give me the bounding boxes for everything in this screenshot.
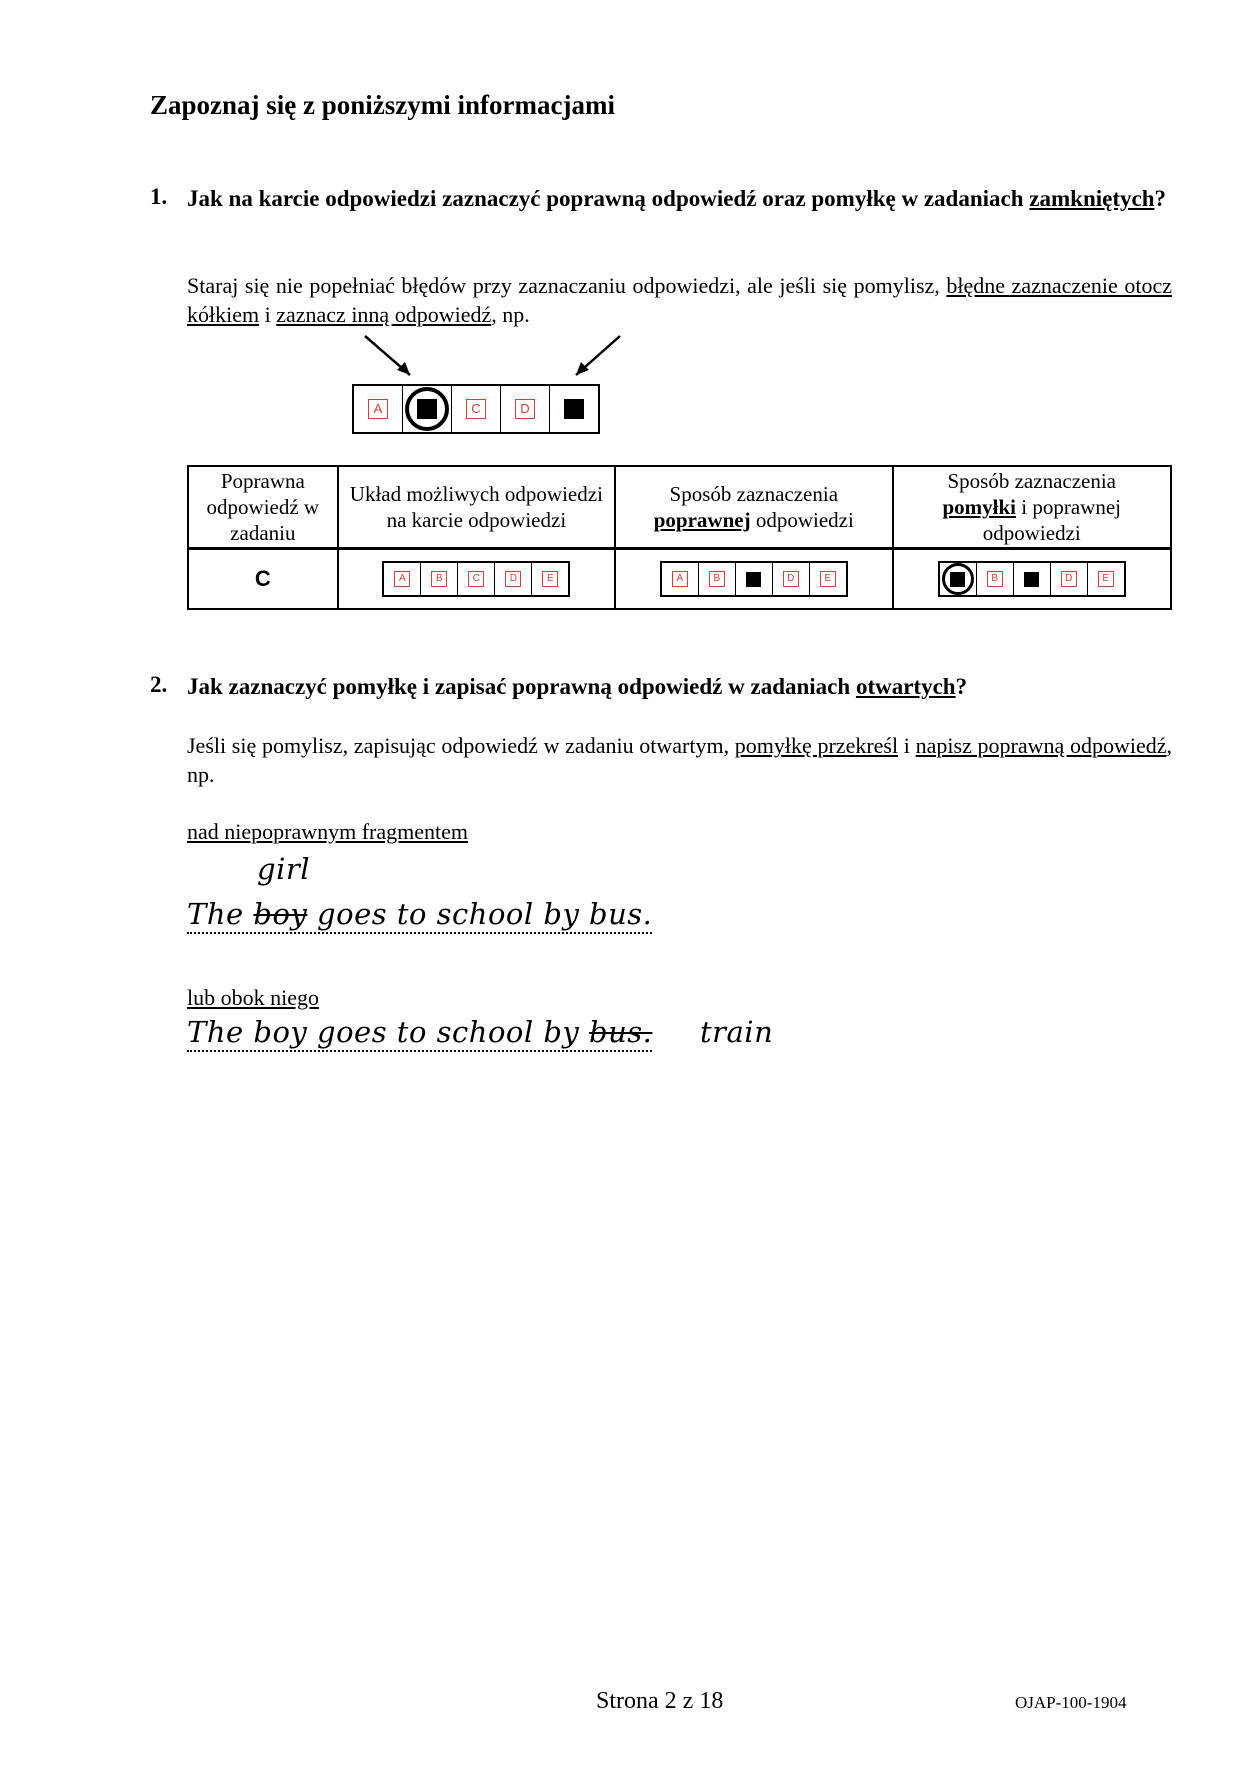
bubble-row-empty [382, 561, 570, 597]
marking-table [187, 465, 1172, 610]
header-mistake-marking: Sposób zaznaczenia pomyłki i poprawnej odpowiedzi [893, 466, 1171, 549]
example-cell-d [501, 386, 550, 432]
letter-b: B [987, 571, 1003, 587]
handwritten-sentence-2: The boy goes to school by bus. [187, 1015, 652, 1049]
answer-layout-cell [338, 549, 615, 610]
handwritten-sentence-1: The boy goes to school by bus. [187, 897, 652, 931]
question-1-text: Jak na karcie odpowiedzi zaznaczyć poprawną odpowiedź oraz pomyłkę w zadaniach zamkniętych? [187, 186, 1166, 211]
letter-c: C [468, 571, 484, 587]
header-correct-marking: Sposób zaznaczenia poprawnej odpowiedzi [615, 466, 892, 549]
handwritten-correction-above: girl [257, 852, 310, 886]
filled-mark [746, 572, 761, 587]
header-answer-layout: Układ możliwych odpowiedzi na karcie odpowiedzi [338, 466, 615, 549]
letter-d: D [783, 571, 799, 587]
letter-b: B [709, 571, 725, 587]
example-label-beside: lub obok niego [187, 985, 319, 1010]
question-2-text: Jak zaznaczyć pomyłkę i zapisać poprawną odpowiedź w zadaniach otwartych? [187, 674, 968, 699]
mistake-marking-cell [893, 549, 1171, 610]
bubble-row-correct [660, 561, 848, 597]
bubble-row-mistake [938, 561, 1126, 597]
page-number: Strona 2 z 18 [596, 1688, 724, 1714]
document-code: OJAP-100-1904 [1015, 1693, 1127, 1712]
letter-e: E [1098, 571, 1114, 587]
example-cell-c [452, 386, 501, 432]
filled-mark [1024, 572, 1039, 587]
example-cell-a [354, 386, 403, 432]
letter-d: D [505, 571, 521, 587]
letter-a: A [368, 399, 388, 419]
question-2-instruction: Jeśli się pomylisz, zapisując odpowiedź w zadaniu otwartym, pomyłkę przekreśl i napisz poprawną odpowiedź, np. [187, 733, 1172, 787]
correct-marking-cell [615, 549, 892, 610]
circle-mark-icon [942, 563, 974, 595]
letter-e: E [542, 571, 558, 587]
letter-d: D [515, 399, 535, 419]
example-cell-b-circled [403, 386, 452, 432]
letter-e: E [820, 571, 836, 587]
question-1-instruction: Staraj się nie popełniać błędów przy zaznaczaniu odpowiedzi, ale jeśli się pomylisz, błędne zaznaczenie otocz kółkiem i zaznacz inną odpowiedź, np. [187, 273, 1172, 327]
question-1-number: 1. [150, 184, 168, 209]
letter-c: C [466, 399, 486, 419]
example-answer-row [352, 384, 600, 434]
circle-mark-icon [405, 387, 449, 431]
handwritten-correction-beside: train [700, 1015, 774, 1049]
page-title: Zapoznaj się z poniższymi informacjami [150, 90, 615, 120]
filled-mark [564, 399, 584, 419]
letter-b: B [431, 571, 447, 587]
example-cell-e-filled [550, 386, 598, 432]
letter-d: D [1061, 571, 1077, 587]
letter-a: A [672, 571, 688, 587]
header-correct-answer: Poprawna odpowiedź w zadaniu [188, 466, 338, 549]
letter-a: A [394, 571, 410, 587]
question-2-number: 2. [150, 672, 168, 697]
correct-answer-value: C [188, 549, 338, 610]
example-label-above: nad niepoprawnym fragmentem [187, 819, 469, 844]
